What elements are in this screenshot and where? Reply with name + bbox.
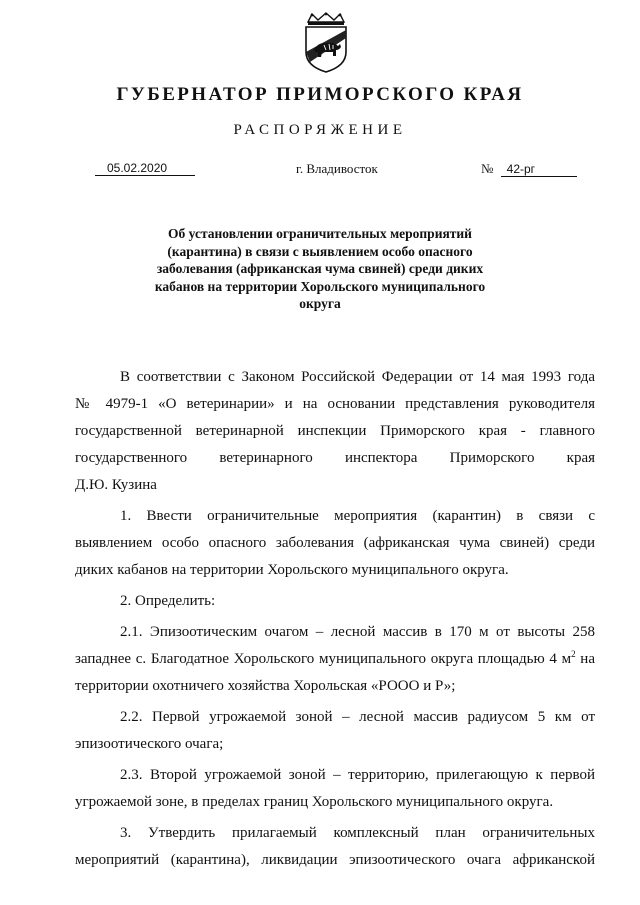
document-type: РАСПОРЯЖЕНИЕ (233, 122, 407, 138)
paragraph-2-3: 2.3. Второй угрожаемой зоной – территорию, прилегающую к первой угрожаемой зоне, в пределах границ Хорольского муниципального округа. (75, 767, 595, 810)
paragraph-preamble-line-4: государственного ветеринарного инспектора Приморского края (75, 450, 595, 466)
paragraph-preamble-line-1: В соответствии с Законом Российской Федерации от 14 мая 1993 года (120, 369, 595, 385)
paragraph-preamble-line-2: № 4979-1 «О ветеринарии» и на основании представления руководителя (75, 396, 595, 412)
paragraph-preamble-line-5: Д.Ю. Кузина (75, 477, 157, 493)
number-sign: № (481, 161, 494, 176)
document-heading: Об установлении ограничительных мероприятий (карантина) в связи с выявлением особо опасного заболевания (африканская чума свиней) среди диких кабанов на территории Хорольского муниципального округа (154, 226, 486, 311)
coat-of-arms-icon (300, 12, 352, 74)
paragraph-2-2: 2.2. Первой угрожаемой зоной – лесной массив радиусом 5 км от эпизоотического очага; (75, 709, 595, 752)
document-body (75, 364, 595, 874)
governor-title: ГУБЕРНАТОР ПРИМОРСКОГО КРАЯ (116, 84, 524, 105)
superscript-2: 2 (571, 649, 576, 659)
paragraph-2-1 (75, 619, 595, 700)
paragraph-2: 2. Определить: (120, 593, 216, 609)
paragraph-2-1-text: 2.1. Эпизоотическим очагом – лесной массив в 170 м от высоты 258 западнее с. Благодатное Хорольского муниципального округа площадью 4 м (75, 624, 595, 667)
document-date: 05.02.2020 (95, 161, 195, 176)
document-city: г. Владивосток (296, 161, 378, 176)
paragraph-3: 3. Утвердить прилагаемый комплексный план ограничительных мероприятий (карантина), ликвидации эпизоотического очага африканской (75, 825, 595, 868)
paragraph-preamble-line-3: государственной ветеринарной инспекции Приморского края - главного (75, 423, 595, 439)
document-number (481, 161, 577, 177)
paragraph-2-1-tail: на территории охотничего хозяйства Хорольская «РООО и Р»; (75, 651, 595, 694)
number-value: 42-рг (501, 162, 577, 177)
paragraph-1: 1. Ввести ограничительные мероприятия (карантин) в связи с выявлением особо опасного заболевания (африканская чума свиней) среди диких кабанов на территории Хорольского муниципального округа. (75, 508, 595, 578)
